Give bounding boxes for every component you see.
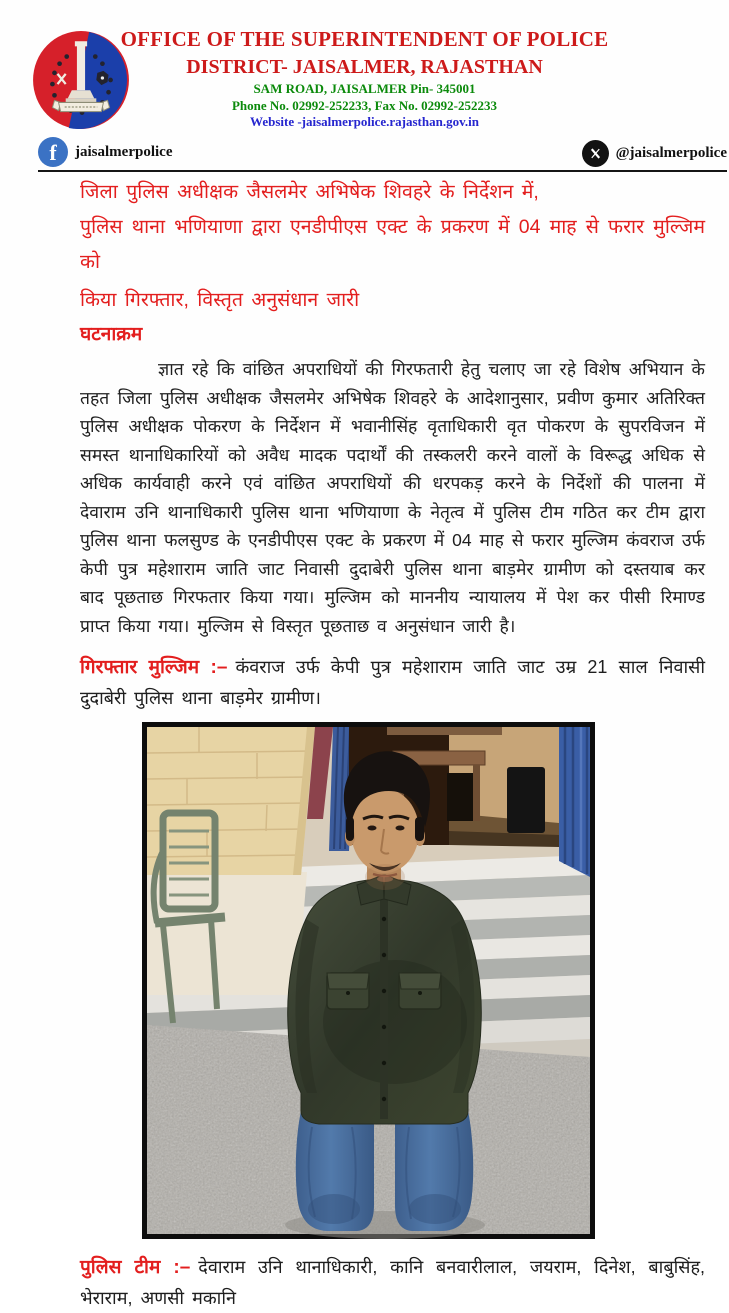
district-title: DISTRICT- JAISALMER, RAJASTHAN: [186, 56, 543, 78]
headline-line2: पुलिस थाना भणियाणा द्वारा एनडीपीएस एक्ट के प्रकरण में 04 माह से फरार मुल्जिम को: [80, 216, 705, 273]
social-bar: [38, 135, 727, 172]
police-team-label: पुलिस टीम :–: [80, 1257, 191, 1278]
twitter-group: [582, 140, 727, 167]
police-team-members: देवाराम उनि थानाधिकारी, कानि बनवारीलाल, जयराम, दिनेश, बाबुसिंह, भेराराम, अणसी मकानि: [80, 1257, 706, 1308]
office-title: OFFICE OF THE SUPERINTENDENT OF POLICE: [120, 27, 609, 51]
phone-fax-line: Phone No. 02992-252233, Fax No. 02992-252233: [231, 98, 498, 113]
rajasthan-police-badge-icon: [30, 27, 132, 133]
badge-art: [30, 27, 132, 133]
arrested-details: कंवराज उर्फ केपी पुत्र महेशाराम जाति जाट उम्र 21 साल निवासी दुदाबेरी पुलिस थाना बाड़मेर ग्रामीण।: [80, 657, 705, 708]
stone-wall: [147, 727, 315, 995]
x-icon[interactable]: [582, 140, 609, 167]
photo-scene: [147, 727, 590, 1234]
headline-line1: जिला पुलिस अधीक्षक जैसलमेर अभिषेक शिवहरे के निर्देशन में,: [80, 181, 539, 203]
incident-paragraph: ज्ञात रहे कि वांछित अपराधियों की गिरफतारी हेतु चलाए जा रहे विशेष अभियान के तहत जिला पुलिस अधीक्षक जैसलमेर अभिषेक शिवहरे के आदेशानुसार, प्रवीण कुमार अतिरिक्त पुलिस अधीक्षक पोकरण के निर्देशन में भवानीसिंह वृताधिकारी वृत पोकरण के सुपरविजन में समस्त थानाधिकारियों को अवैध मादक पदार्थों की तस्कलरी करने वालों के विरूद्ध अधिक से अधिक कार्यवाही करने एवं वांछित अपराधियों की धरपकड़ करने के निर्देशों की पालना में देवाराम उनि थानाधिकारी पुलिस थाना भणियाणा के नेतृत्व में पुलिस टीम गठित कर टीम द्वारा पुलिस थाना फलसुण्ड के एनडीपीएस एक्ट के प्रकरण में 04 माह से फरार मुल्जिम कंवराज उर्फ केपी पुत्र महेशाराम जाति जाट निवासी दुदाबेरी पुलिस थाना बाड़मेर ग्रामीण को दस्तयाब कर बाद पूछताछ गिरफतार किया गया। मुल्जिम को माननीय न्यायालय में पेश कर पीसी रिमाण्ड प्राप्त किया गया। मुल्जिम से विस्तृत पूछताछ व अनुसंधान जारी है।: [80, 359, 705, 636]
facebook-f-glyph: f: [49, 140, 57, 165]
arrested-person-photo: [142, 722, 595, 1239]
arrested-label: गिरफ्तार मुल्जिम :–: [80, 657, 228, 678]
incident-heading: घटनाक्रम: [80, 324, 143, 345]
facebook-group: [38, 137, 172, 167]
arrested-section: [80, 652, 705, 713]
facebook-icon[interactable]: [38, 137, 68, 167]
police-team-section: [80, 1252, 705, 1313]
headline-line3: किया गिरफ्तार, विस्तृत अनुसंधान जारी: [80, 289, 360, 311]
press-note-body: [0, 175, 729, 1313]
x-glyph: [588, 146, 603, 161]
facebook-handle[interactable]: jaisalmerpolice: [75, 143, 173, 160]
address-line: SAM ROAD, JAISALMER Pin- 345001: [253, 81, 476, 96]
website-link[interactable]: Website -jaisalmerpolice.rajasthan.gov.in: [250, 114, 479, 129]
twitter-handle[interactable]: @jaisalmerpolice: [615, 145, 727, 161]
